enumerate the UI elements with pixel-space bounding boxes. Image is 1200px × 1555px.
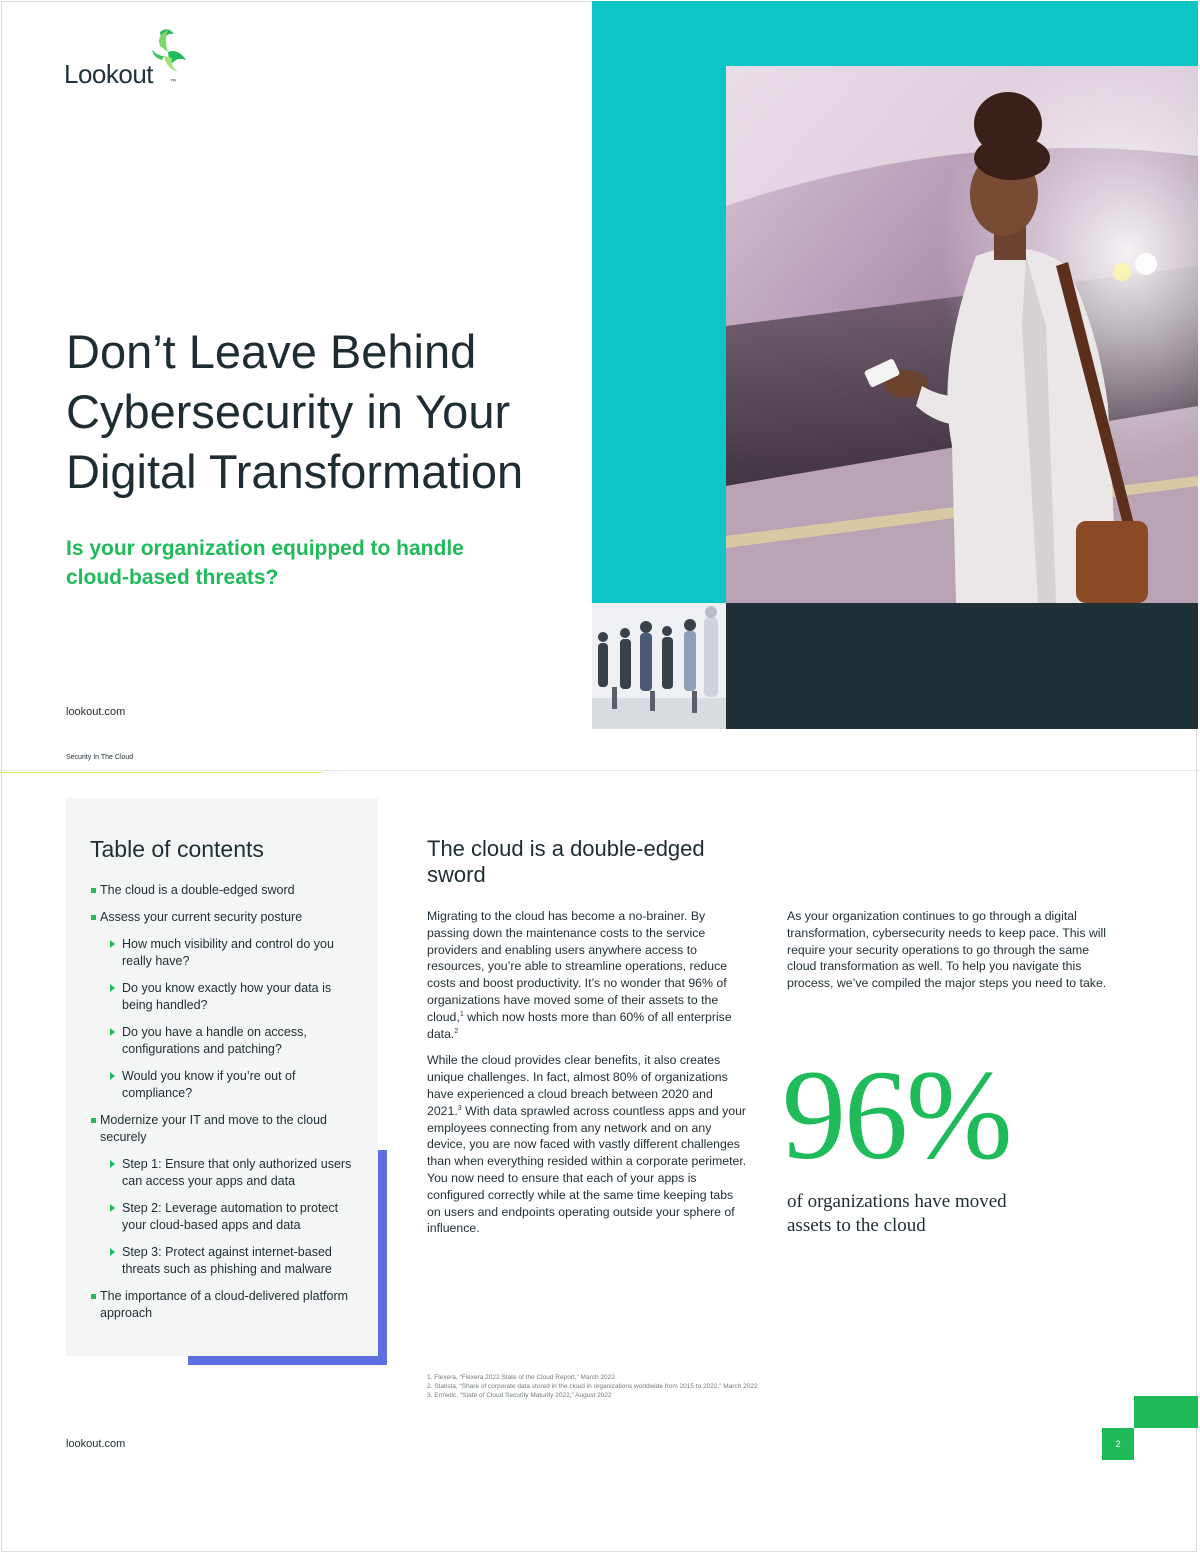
footnote-ref-1: 1: [459, 1010, 464, 1018]
page-number: 2: [1115, 1439, 1121, 1449]
toc-item[interactable]: Assess your current security posture: [90, 909, 360, 926]
article-column-left: [427, 908, 749, 1247]
dark-color-block: [726, 603, 1198, 729]
p2-text-b: With data sprawled across countless apps and your employees connecting from any network and on any device, you are now faced with vastly different challenges than when everything resided within a corporate perimeter. You now need to ensure that each of your apps is configured correctly while at the same time keeping tabs on users and endpoints operating outside your sphere of influence.: [427, 1103, 747, 1236]
cover-subtitle: Is your organization equipped to handle cloud-based threats?: [66, 537, 464, 589]
footnote: 2. Statista, “Share of corporate data stored in the cloud in organizations worldwide from 2015 to 2022,” March 2022: [427, 1383, 758, 1390]
toc-item[interactable]: The cloud is a double-edged sword: [90, 882, 360, 899]
logo-trademark: ™: [170, 79, 176, 85]
p1-text-b: which now hosts more than 60% of all enterprise data.: [427, 1009, 732, 1041]
footer-url[interactable]: lookout.com: [66, 1438, 126, 1450]
stat-caption: of organizations have moved assets to the cloud: [787, 1191, 1007, 1236]
running-head-rule: [0, 772, 322, 773]
footnote: 1. Flexera, “Flexera 2022 State of the Cloud Report,” March 2022: [427, 1374, 615, 1381]
p1-text-a: Migrating to the cloud has become a no-brainer. By passing down the maintenance costs to the service providers and enabling users anywhere access to resources, you’re able to streamline operations, reduce costs and boost productivity. It’s no wonder that 96% of organizations have moved some of their assets to the cloud,: [427, 909, 728, 1024]
woman-with-phone-photo: [726, 66, 1198, 603]
toc-title: Table of contents: [90, 836, 264, 862]
article-column-right: [787, 908, 1113, 1002]
article-paragraph-3: As your organization continues to go through a digital transformation, cybersecurity needs to keep pace. This will require your security operations to go through the same cloud transformation as well. To help you navigate this process, we’ve compiled the major steps you need to take.: [787, 909, 1107, 991]
cover-title: Don’t Leave Behind Cybersecurity in Your Digital Transformation: [66, 325, 524, 498]
stat-value: 96%: [782, 1044, 1011, 1186]
toc-item[interactable]: How much visibility and control do you really have?: [90, 936, 360, 970]
logo-wordmark: Lookout: [64, 59, 154, 89]
toc-item[interactable]: Modernize your IT and move to the cloud securely: [90, 1112, 360, 1146]
article-title: The cloud is a double-edged sword: [427, 836, 705, 887]
toc-item[interactable]: Do you know exactly how your data is being handled?: [90, 980, 360, 1014]
pixel-decoration: [1134, 1396, 1198, 1428]
footnote: 3. Ermetic, “State of Cloud Security Maturity 2022,” August 2022: [427, 1392, 612, 1399]
p2-text-a: While the cloud provides clear benefits, it also creates unique challenges. In fact, almost 80% of organizations have experienced a cloud breach between 2020 and 2021.: [427, 1053, 728, 1118]
toc-item[interactable]: The importance of a cloud-delivered platform approach: [90, 1288, 360, 1322]
toc-item[interactable]: Would you know if you’re out of compliance?: [90, 1068, 360, 1102]
toc-item[interactable]: Step 2: Leverage automation to protect your cloud-based apps and data: [90, 1200, 360, 1234]
toc-item[interactable]: Do you have a handle on access, configurations and patching?: [90, 1024, 360, 1058]
toc-item[interactable]: Step 1: Ensure that only authorized users can access your apps and data: [90, 1156, 360, 1190]
footnote-ref-2: 2: [454, 1027, 459, 1035]
article-paragraph-2: [427, 1052, 749, 1237]
footnote-ref-3: 3: [457, 1104, 462, 1112]
people-walking-photo: [592, 603, 726, 729]
page-divider: [0, 770, 1200, 771]
footnotes: [427, 1373, 927, 1400]
toc-item[interactable]: Step 3: Protect against internet-based threats such as phishing and malware: [90, 1244, 360, 1278]
toc-list: [90, 882, 360, 1332]
running-head: Security In The Cloud: [66, 754, 134, 761]
lookout-logo: [64, 26, 204, 90]
cover-url[interactable]: lookout.com: [66, 706, 126, 718]
article-paragraph-1: [427, 908, 749, 1042]
